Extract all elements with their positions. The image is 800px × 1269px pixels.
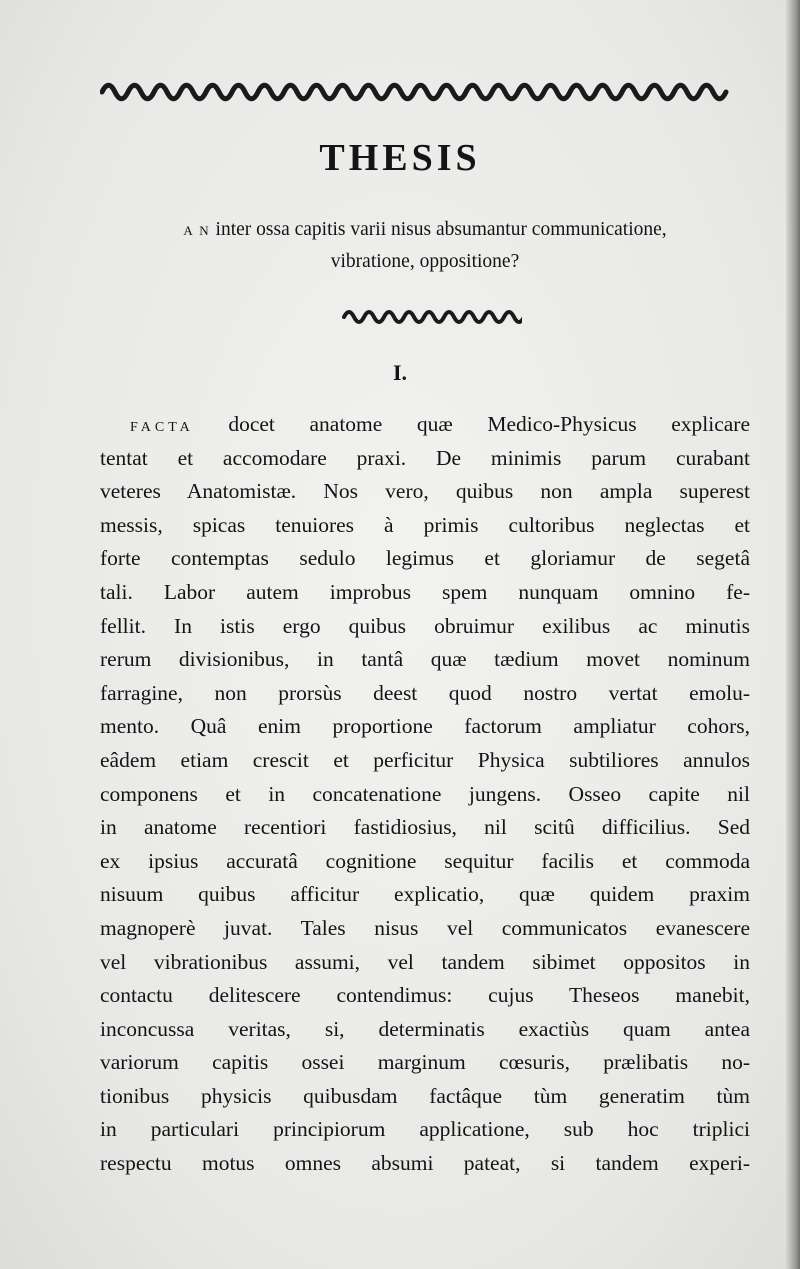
text-line-content: eâdem etiam crescit et perficitur Physica subtiliores annulos — [100, 747, 750, 772]
text-line — [100, 677, 750, 711]
text-line-content: mento. Quâ enim proportione factorum ampliatur cohors, — [100, 714, 750, 739]
text-line-content: veteres Anatomistæ. Nos vero, quibus non ampla superest — [100, 479, 750, 504]
text-line — [100, 1046, 750, 1080]
text-line — [100, 408, 750, 442]
text-line-content: fellit. In istis ergo quibus obruimur exilibus ac minutis — [100, 613, 750, 638]
text-line — [100, 542, 750, 576]
page-edge-shadow — [786, 0, 800, 1269]
text-line — [100, 912, 750, 946]
text-line-content: inconcussa veritas, si, determinatis exactiùs quam antea — [100, 1016, 750, 1041]
text-line — [100, 979, 750, 1013]
text-line — [100, 1013, 750, 1047]
text-line-content: messis, spicas tenuiores à primis cultoribus neglectas et — [100, 512, 750, 537]
text-line-content: farragine, non prorsùs deest quod nostro vertat emolu- — [100, 680, 750, 705]
top-wave-ornament — [100, 80, 730, 104]
text-line-content: variorum capitis ossei marginum cœsuris, prælibatis no- — [100, 1050, 750, 1075]
section-number: I. — [392, 360, 408, 385]
text-line — [100, 509, 750, 543]
text-line — [100, 475, 750, 509]
text-line — [100, 744, 750, 778]
small-wave-ornament — [342, 308, 522, 326]
question-line-1-text: inter ossa capitis varii nisus absumantur communicatione, — [215, 219, 667, 240]
thesis-question — [100, 214, 750, 277]
text-line — [100, 946, 750, 980]
question-line-2-text: vibratione, oppositione? — [330, 251, 520, 272]
text-line-content: in particulari principiorum applicatione, sub hoc triplici — [100, 1117, 750, 1142]
text-line-content: tionibus physicis quibusdam factâque tùm generatim tùm — [100, 1083, 750, 1108]
text-line-content: tentat et accomodare praxi. De minimis parum curabant — [100, 445, 750, 470]
text-line-content: contactu delitescere contendimus: cujus Theseos manebit, — [100, 983, 750, 1008]
text-line — [100, 710, 750, 744]
page-title: THESIS — [319, 137, 481, 179]
text-line — [100, 610, 750, 644]
text-line-content: ex ipsius accuratâ cognitione sequitur facilis et commoda — [100, 848, 750, 873]
text-line-content: tali. Labor autem improbus spem nunquam omnino fe- — [100, 579, 750, 604]
text-line-content: respectu motus omnes absumi pateat, si tandem experi- — [100, 1151, 750, 1176]
text-line-content: componens et in concatenatione jungens. Osseo capite nil — [100, 781, 750, 806]
text-line — [100, 878, 750, 912]
text-line — [100, 643, 750, 677]
text-line — [100, 442, 750, 476]
text-line — [100, 576, 750, 610]
text-line — [100, 778, 750, 812]
body-paragraph — [100, 408, 750, 1181]
text-line — [100, 811, 750, 845]
text-line-content: nisuum quibus afficitur explicatio, quæ quidem praxim — [100, 882, 750, 907]
thesis-question-line-1 — [100, 214, 750, 246]
text-line — [100, 845, 750, 879]
text-line-content: magnoperè juvat. Tales nisus vel communicatos evanescere — [100, 915, 750, 940]
text-line-content: vel vibrationibus assumi, vel tandem sibimet oppositos in — [100, 949, 750, 974]
text-line — [100, 1080, 750, 1114]
text-line-content: forte contemptas sedulo legimus et gloriamur de segetâ — [100, 546, 750, 571]
text-line-content: in anatome recentiori fastidiosius, nil scitû difficilius. Sed — [100, 815, 750, 840]
lead-word: FACTA — [130, 420, 194, 435]
text-line-content: docet anatome quæ Medico-Physicus explicare — [228, 412, 751, 436]
question-lead-letters: A N — [183, 223, 211, 238]
text-line — [100, 1113, 750, 1147]
text-line — [100, 1147, 750, 1181]
text-line-content: rerum divisionibus, in tantâ quæ tædium movet nominum — [100, 647, 750, 672]
